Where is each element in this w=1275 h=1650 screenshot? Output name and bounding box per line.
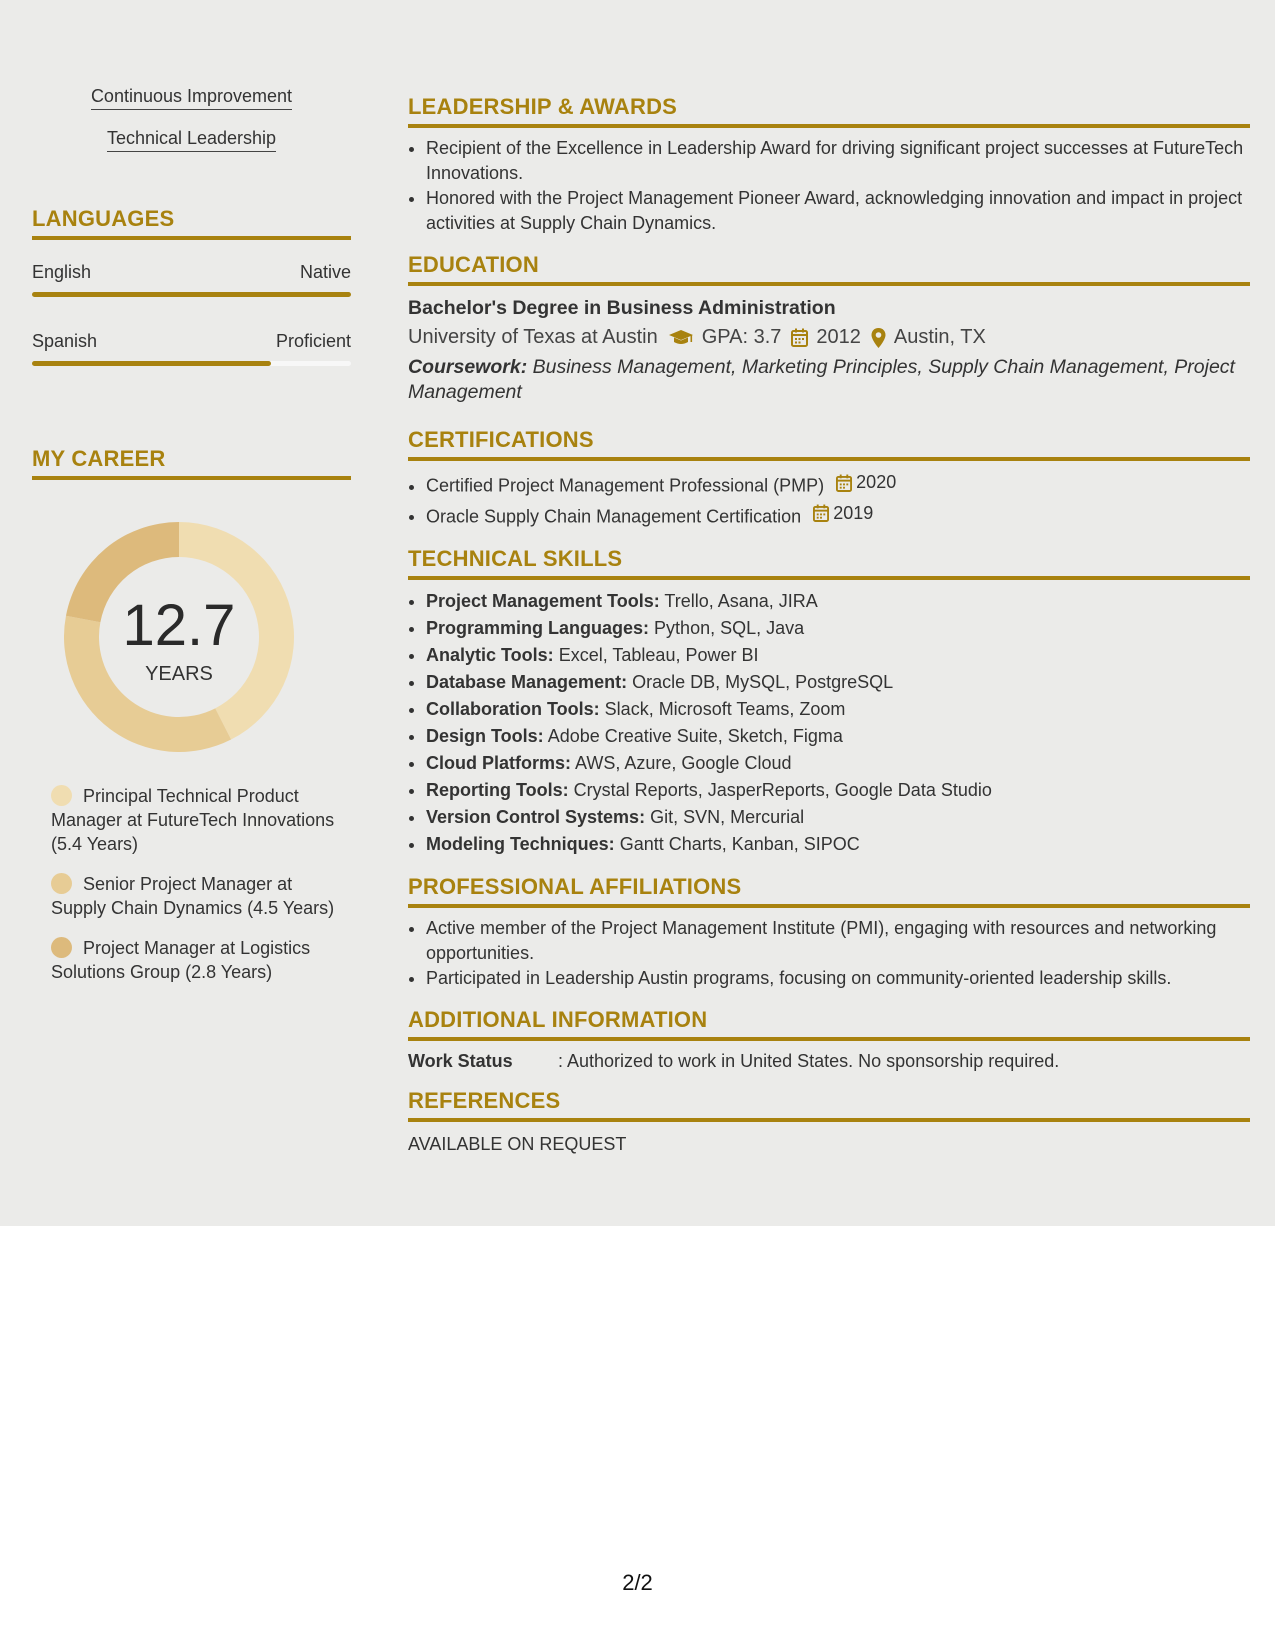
language-level: Native bbox=[299, 262, 351, 282]
certification-year-text: 2020 bbox=[856, 472, 897, 492]
skill-value: Adobe Creative Suite, Sketch, Figma bbox=[547, 726, 843, 746]
main-content bbox=[408, 94, 1250, 1171]
skill-value: Excel, Tableau, Power BI bbox=[558, 645, 759, 665]
list-item bbox=[426, 588, 1250, 615]
work-status-value: : Authorized to work in United States. No sponsorship required. bbox=[558, 1051, 1060, 1071]
references-section bbox=[408, 1088, 1250, 1155]
technical-skills-section bbox=[408, 546, 1250, 858]
language-row bbox=[32, 331, 351, 352]
certification-name: Certified Project Management Professional (PMP) bbox=[426, 475, 825, 496]
section-heading: LEADERSHIP & AWARDS bbox=[408, 94, 1250, 128]
skill-value: Python, SQL, Java bbox=[654, 618, 805, 638]
skills-list bbox=[408, 588, 1250, 858]
degree-title: Bachelor's Degree in Business Administration bbox=[408, 297, 836, 319]
section-heading: CERTIFICATIONS bbox=[408, 427, 1250, 461]
skill-label: Cloud Platforms: bbox=[426, 753, 572, 773]
affiliations-list bbox=[408, 916, 1250, 991]
language-bar bbox=[32, 361, 351, 366]
section-heading: PROFESSIONAL AFFILIATIONS bbox=[408, 874, 1250, 908]
career-years-unit: YEARS bbox=[145, 663, 213, 685]
legend-dot bbox=[51, 873, 72, 894]
career-heading: MY CAREER bbox=[32, 446, 351, 480]
skill-label: Collaboration Tools: bbox=[426, 699, 600, 719]
skill-value: Gantt Charts, Kanban, SIPOC bbox=[619, 834, 860, 854]
references-text: AVAILABLE ON REQUEST bbox=[408, 1134, 627, 1154]
list-item bbox=[426, 615, 1250, 642]
education-section bbox=[408, 252, 1250, 405]
skill-label: Reporting Tools: bbox=[426, 780, 569, 800]
additional-information-section bbox=[408, 1007, 1250, 1072]
skill-value: Oracle DB, MySQL, PostgreSQL bbox=[632, 672, 894, 692]
skill-value: Trello, Asana, JIRA bbox=[664, 591, 818, 611]
legend-label: Principal Technical Product Manager at FutureTech Innovations (5.4 Years) bbox=[51, 786, 335, 854]
certifications-list bbox=[408, 469, 1250, 530]
list-item bbox=[426, 642, 1250, 669]
legend-dot bbox=[51, 937, 72, 958]
gpa: GPA: 3.7 bbox=[701, 326, 782, 348]
section-heading: ADDITIONAL INFORMATION bbox=[408, 1007, 1250, 1041]
language-name: English bbox=[32, 262, 92, 282]
calendar-icon bbox=[813, 504, 829, 522]
skill-label: Project Management Tools: bbox=[426, 591, 660, 611]
career-legend-item bbox=[51, 784, 341, 856]
calendar-icon bbox=[791, 328, 808, 347]
page-number: 2/2 bbox=[622, 1570, 653, 1595]
work-status-row bbox=[408, 1051, 1250, 1072]
career-donut-chart bbox=[64, 522, 294, 752]
skill-label: Modeling Techniques: bbox=[426, 834, 615, 854]
skill-label: Design Tools: bbox=[426, 726, 544, 746]
list-item bbox=[426, 669, 1250, 696]
list-item bbox=[426, 750, 1250, 777]
list-item bbox=[426, 831, 1250, 858]
coursework bbox=[408, 355, 1250, 405]
skill-value: Git, SVN, Mercurial bbox=[650, 807, 805, 827]
strength-item bbox=[32, 128, 351, 152]
leadership-section bbox=[408, 94, 1250, 236]
strength-label: Technical Leadership bbox=[107, 128, 276, 152]
work-status-label: Work Status bbox=[408, 1051, 513, 1071]
skill-value: AWS, Azure, Google Cloud bbox=[575, 753, 792, 773]
list-item: • Participated in Leadership Austin programs, focusing on community-oriented leadership skills. bbox=[426, 966, 1250, 991]
career-legend-item bbox=[51, 936, 341, 984]
skill-label: Analytic Tools: bbox=[426, 645, 554, 665]
certification-name: Oracle Supply Chain Management Certification bbox=[426, 506, 802, 526]
list-item bbox=[426, 777, 1250, 804]
section-heading: REFERENCES bbox=[408, 1088, 1250, 1122]
section-heading: EDUCATION bbox=[408, 252, 1250, 286]
skill-value: Slack, Microsoft Teams, Zoom bbox=[604, 699, 846, 719]
list-item bbox=[426, 723, 1250, 750]
list-item: • Honored with the Project Management Pioneer Award, acknowledging innovation and impact in project activities at Supply Chain Dynamics. bbox=[426, 186, 1250, 236]
legend-label: Project Manager at Logistics Solutions Group (2.8 Years) bbox=[51, 938, 311, 982]
list-item bbox=[426, 469, 1250, 500]
language-bar-fill bbox=[32, 361, 271, 366]
list-item bbox=[426, 696, 1250, 723]
graduation-cap-icon bbox=[668, 329, 694, 347]
list-item: • Recipient of the Excellence in Leadership Award for driving significant project successes at FutureTech Innovations. bbox=[426, 136, 1250, 186]
affiliations-section bbox=[408, 874, 1250, 991]
education-meta bbox=[408, 326, 1250, 349]
strength-item bbox=[32, 86, 351, 110]
language-bar-fill bbox=[32, 292, 351, 297]
map-pin-icon bbox=[871, 328, 886, 348]
list-item bbox=[426, 804, 1250, 831]
career-total-years: 12.7 bbox=[122, 593, 236, 658]
leadership-list bbox=[408, 136, 1250, 236]
language-bar bbox=[32, 292, 351, 297]
legend-label: Senior Project Manager at Supply Chain Dynamics (4.5 Years) bbox=[51, 874, 335, 918]
coursework-label: Coursework: bbox=[408, 356, 528, 378]
strength-label: Continuous Improvement bbox=[91, 86, 292, 110]
certification-year-text: 2019 bbox=[833, 502, 874, 523]
school-location: Austin, TX bbox=[893, 326, 986, 348]
calendar-icon bbox=[836, 474, 852, 492]
skill-label: Version Control Systems: bbox=[426, 807, 646, 827]
language-name: Spanish bbox=[32, 331, 98, 351]
certifications-section bbox=[408, 427, 1250, 530]
skill-label: Database Management: bbox=[426, 672, 628, 692]
section-heading: TECHNICAL SKILLS bbox=[408, 546, 1250, 580]
school-name: University of Texas at Austin bbox=[408, 326, 658, 348]
graduation-year: 2012 bbox=[816, 326, 861, 348]
career-legend-item bbox=[51, 872, 341, 920]
certification-year bbox=[813, 500, 873, 527]
language-level: Proficient bbox=[275, 331, 351, 351]
sidebar bbox=[32, 86, 351, 1000]
languages-heading: LANGUAGES bbox=[32, 206, 351, 240]
list-item bbox=[426, 500, 1250, 531]
skill-label: Programming Languages: bbox=[426, 618, 650, 638]
list-item: • Active member of the Project Management Institute (PMI), engaging with resources and networking opportunities. bbox=[426, 916, 1250, 966]
certification-year bbox=[836, 469, 896, 496]
language-row bbox=[32, 262, 351, 283]
skill-value: Crystal Reports, JasperReports, Google Data Studio bbox=[573, 780, 992, 800]
coursework-list: Business Management, Marketing Principles, Supply Chain Management, Project Management bbox=[408, 356, 1235, 403]
legend-dot bbox=[51, 785, 72, 806]
career-legend bbox=[32, 784, 351, 984]
